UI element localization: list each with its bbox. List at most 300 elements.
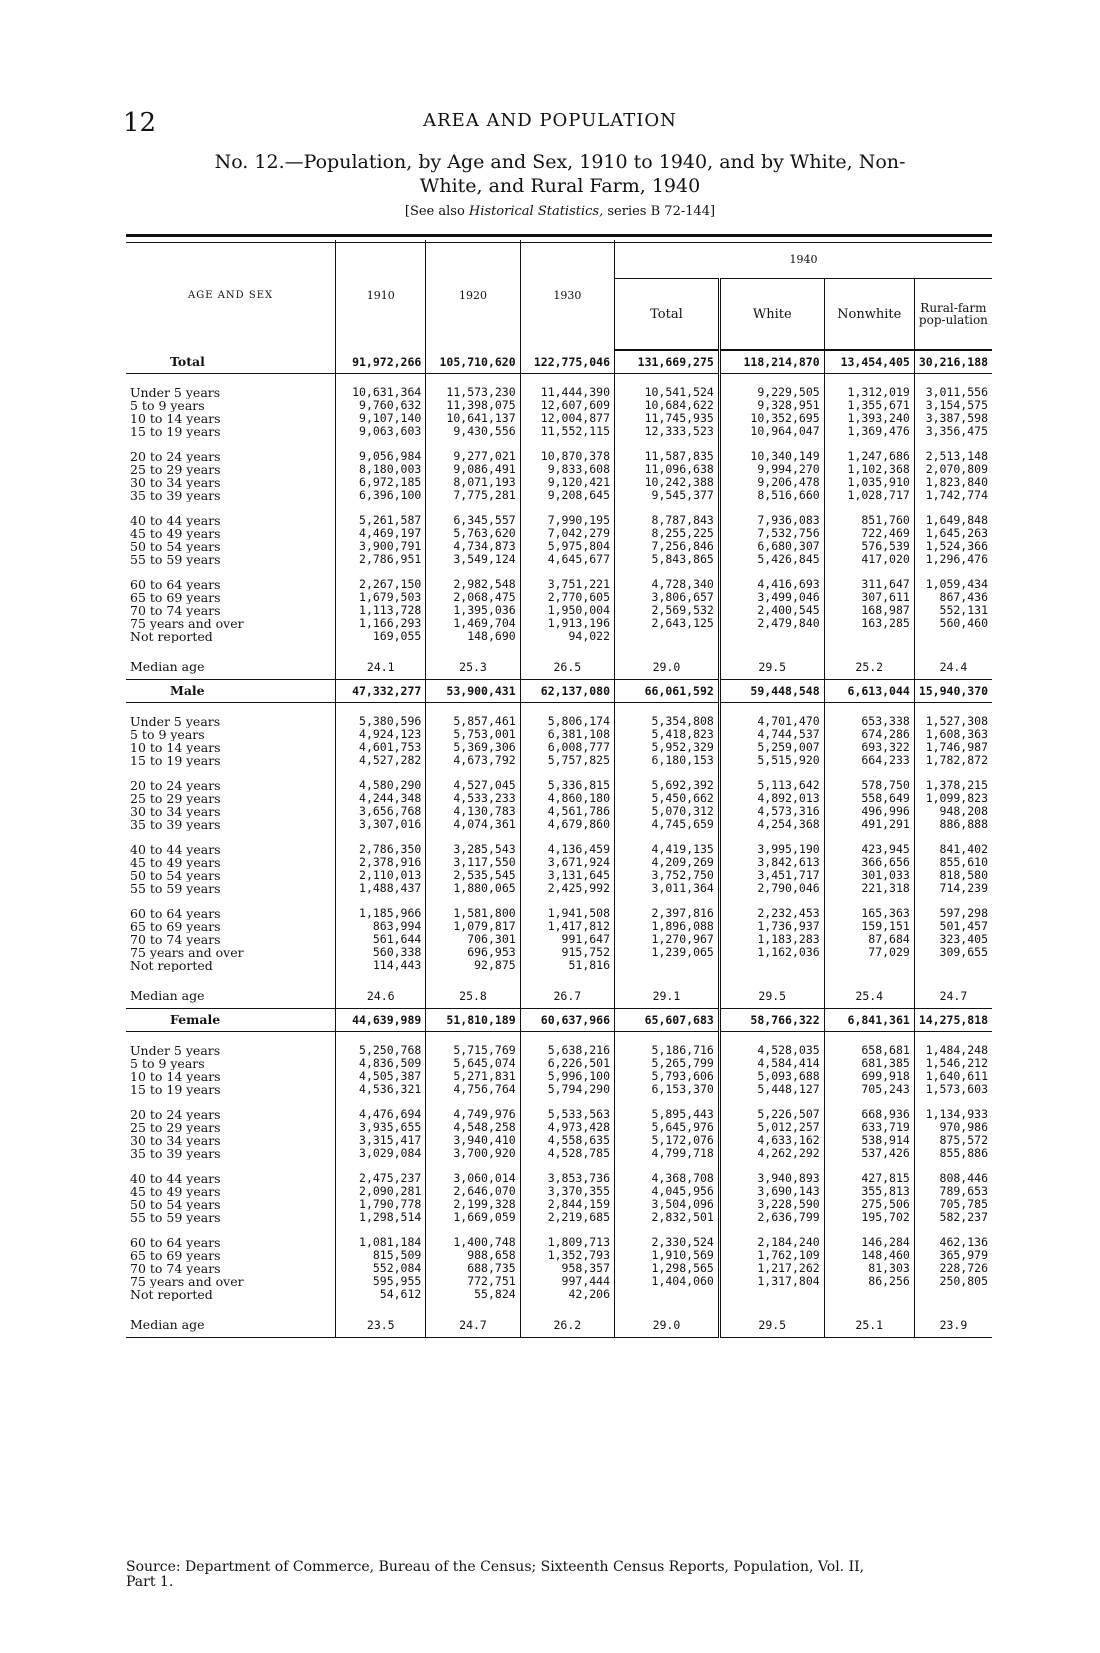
cell-value: 12,333,523	[615, 425, 720, 438]
spacer-cell	[126, 1032, 336, 1045]
spacer-cell	[824, 566, 914, 578]
cell-value: 51,810,189	[426, 1009, 520, 1032]
cell-value: 163,285	[824, 617, 914, 630]
cell-value: 44,639,989	[336, 1009, 426, 1032]
cell-value: 1,823,840	[914, 476, 992, 489]
row-label: 60 to 64 years	[130, 578, 221, 591]
spacer-cell	[914, 502, 992, 514]
section-total-row	[126, 1009, 992, 1032]
cell-value: 4,744,537	[719, 728, 824, 741]
spacer-cell	[615, 1096, 720, 1108]
cell-value: 7,775,281	[426, 489, 520, 502]
cell-value: 9,430,556	[426, 425, 520, 438]
cell-value: 1,809,713	[520, 1236, 614, 1249]
cell-value: 3,011,556	[914, 386, 992, 399]
row-label: 45 to 49 years	[130, 527, 221, 540]
spacer-cell	[426, 643, 520, 655]
cell-value: 597,298	[914, 907, 992, 920]
cell-value: 3,285,543	[426, 843, 520, 856]
cell-value: 5,250,768	[336, 1044, 426, 1057]
spacer-cell	[719, 767, 824, 779]
spacer-cell	[426, 1096, 520, 1108]
cell-value	[615, 959, 720, 972]
cell-value: 4,645,677	[520, 553, 614, 566]
cell-value: 1,369,476	[824, 425, 914, 438]
cell-value: 4,924,123	[336, 728, 426, 741]
spacer-cell	[126, 972, 336, 984]
cell-value: 2,982,548	[426, 578, 520, 591]
cell-value: 576,539	[824, 540, 914, 553]
cell-value: 91,972,266	[336, 350, 426, 374]
spacer-cell	[426, 831, 520, 843]
spacer-cell	[824, 1032, 914, 1045]
cell-value: 5,113,642	[719, 779, 824, 792]
table-row	[126, 1198, 992, 1211]
cell-value: 997,444	[520, 1275, 614, 1288]
median-label: Median age	[126, 984, 336, 1009]
cell-value: 4,973,428	[520, 1121, 614, 1134]
cell-value: 2,844,159	[520, 1198, 614, 1211]
cell-value: 2,636,799	[719, 1211, 824, 1224]
cell-value: 11,552,115	[520, 425, 614, 438]
group-spacer	[126, 374, 992, 387]
cell-value: 2,232,453	[719, 907, 824, 920]
cell-value: 53,900,431	[426, 680, 520, 703]
cell-value: 1,640,611	[914, 1070, 992, 1083]
row-label: 35 to 39 years	[130, 818, 221, 831]
cell-value: 11,587,835	[615, 450, 720, 463]
spacer-cell	[615, 374, 720, 387]
spacer-cell	[520, 895, 614, 907]
cell-value: 2,475,237	[336, 1172, 426, 1185]
group-spacer	[126, 1301, 992, 1313]
cell-value: 3,307,016	[336, 818, 426, 831]
cell-value: 11,096,638	[615, 463, 720, 476]
cell-value: 1,484,248	[914, 1044, 992, 1057]
cell-value: 1,395,036	[426, 604, 520, 617]
cell-value	[914, 959, 992, 972]
table-row	[126, 553, 992, 566]
cell-value: 29.0	[615, 655, 720, 680]
row-label: 15 to 19 years	[130, 425, 221, 438]
cell-value: 561,644	[336, 933, 426, 946]
cell-value: 9,120,421	[520, 476, 614, 489]
cell-value: 1,417,812	[520, 920, 614, 933]
table-row	[126, 843, 992, 856]
cell-value: 988,658	[426, 1249, 520, 1262]
cell-value: 9,760,632	[336, 399, 426, 412]
cell-value: 2,199,328	[426, 1198, 520, 1211]
spacer-cell	[719, 566, 824, 578]
spacer-cell	[126, 1096, 336, 1108]
cell-value: 1,102,368	[824, 463, 914, 476]
cell-value: 5,450,662	[615, 792, 720, 805]
row-label: 20 to 24 years	[130, 450, 221, 463]
cell-value: 6,226,501	[520, 1057, 614, 1070]
cell-value: 1,581,800	[426, 907, 520, 920]
table-row	[126, 933, 992, 946]
cell-value: 1,079,817	[426, 920, 520, 933]
cell-value: 3,315,417	[336, 1134, 426, 1147]
table-row	[126, 1083, 992, 1096]
cell-value: 6,153,370	[615, 1083, 720, 1096]
spacer-cell	[126, 438, 336, 450]
spacer-cell	[615, 438, 720, 450]
spacer-cell	[914, 566, 992, 578]
cell-value: 2,643,125	[615, 617, 720, 630]
cell-value: 4,130,783	[426, 805, 520, 818]
cell-value: 3,356,475	[914, 425, 992, 438]
cell-value: 3,154,575	[914, 399, 992, 412]
spacer-cell	[426, 767, 520, 779]
table-row	[126, 818, 992, 831]
spacer-cell	[126, 895, 336, 907]
cell-value: 1,649,848	[914, 514, 992, 527]
row-label: Under 5 years	[130, 386, 221, 399]
row-label: 10 to 14 years	[130, 741, 221, 754]
cell-value: 7,042,279	[520, 527, 614, 540]
cell-value: 5,975,804	[520, 540, 614, 553]
spacer-cell	[426, 566, 520, 578]
spacer-cell	[914, 643, 992, 655]
table-row	[126, 540, 992, 553]
table-row	[126, 1147, 992, 1160]
cell-value: 2,569,532	[615, 604, 720, 617]
col-header-1910: 1910	[336, 240, 426, 350]
spacer-cell	[126, 502, 336, 514]
cell-value: 11,745,935	[615, 412, 720, 425]
cell-value: 311,647	[824, 578, 914, 591]
cell-value: 3,451,717	[719, 869, 824, 882]
cell-value: 537,426	[824, 1147, 914, 1160]
source-line2: Part 1.	[126, 1574, 174, 1590]
cell-value: 4,536,321	[336, 1083, 426, 1096]
table-row	[126, 728, 992, 741]
cell-value: 818,580	[914, 869, 992, 882]
spacer-cell	[824, 767, 914, 779]
cell-value: 1,950,004	[520, 604, 614, 617]
table-row	[126, 386, 992, 399]
row-label: 5 to 9 years	[130, 1057, 205, 1070]
cell-value: 4,673,792	[426, 754, 520, 767]
cell-value: 5,226,507	[719, 1108, 824, 1121]
cell-value: 9,229,505	[719, 386, 824, 399]
cell-value: 24.7	[914, 984, 992, 1009]
cell-value: 4,528,035	[719, 1044, 824, 1057]
cell-value: 2,219,685	[520, 1211, 614, 1224]
cell-value: 699,918	[824, 1070, 914, 1083]
cell-value: 4,262,292	[719, 1147, 824, 1160]
row-label: 20 to 24 years	[130, 779, 221, 792]
table-row	[126, 1172, 992, 1185]
cell-value: 92,875	[426, 959, 520, 972]
cell-value: 1,247,686	[824, 450, 914, 463]
spacer-cell	[719, 703, 824, 716]
spacer-cell	[126, 767, 336, 779]
spacer-cell	[426, 703, 520, 716]
cell-value: 11,573,230	[426, 386, 520, 399]
spacer-cell	[824, 1160, 914, 1172]
group-spacer	[126, 643, 992, 655]
cell-value: 4,860,180	[520, 792, 614, 805]
spacer-cell	[336, 1224, 426, 1236]
cell-value: 1,762,109	[719, 1249, 824, 1262]
table-row	[126, 1044, 992, 1057]
table-row	[126, 920, 992, 933]
cell-value: 3,690,143	[719, 1185, 824, 1198]
spacer-cell	[914, 831, 992, 843]
spacer-cell	[824, 831, 914, 843]
spacer-cell	[520, 374, 614, 387]
row-label: 70 to 74 years	[130, 604, 221, 617]
cell-value: 558,649	[824, 792, 914, 805]
spacer-cell	[520, 1224, 614, 1236]
spacer-cell	[520, 438, 614, 450]
cell-value: 2,425,992	[520, 882, 614, 895]
cell-value: 714,239	[914, 882, 992, 895]
spacer-cell	[426, 1032, 520, 1045]
cell-value: 24.7	[426, 1313, 520, 1338]
cell-value: 1,298,565	[615, 1262, 720, 1275]
row-label: 45 to 49 years	[130, 1185, 221, 1198]
table-row	[126, 805, 992, 818]
cell-value: 4,580,290	[336, 779, 426, 792]
cell-value: 1,081,184	[336, 1236, 426, 1249]
cell-value: 2,786,951	[336, 553, 426, 566]
group-spacer	[126, 972, 992, 984]
spacer-cell	[824, 895, 914, 907]
cell-value: 423,945	[824, 843, 914, 856]
cell-value: 114,443	[336, 959, 426, 972]
cell-value: 2,513,148	[914, 450, 992, 463]
spacer-cell	[336, 1301, 426, 1313]
row-label: 35 to 39 years	[130, 489, 221, 502]
cell-value: 5,645,976	[615, 1121, 720, 1134]
cell-value: 3,752,750	[615, 869, 720, 882]
cell-value: 1,312,019	[824, 386, 914, 399]
spacer-cell	[914, 1224, 992, 1236]
section-label-text: Female	[170, 1012, 221, 1027]
cell-value: 5,259,007	[719, 741, 824, 754]
spacer-cell	[914, 1301, 992, 1313]
cell-value: 815,509	[336, 1249, 426, 1262]
cell-value: 722,469	[824, 527, 914, 540]
col-header-1920: 1920	[426, 240, 520, 350]
cell-value: 5,093,688	[719, 1070, 824, 1083]
cell-value: 29.5	[719, 1313, 824, 1338]
cell-value: 5,753,001	[426, 728, 520, 741]
table-row	[126, 578, 992, 591]
group-spacer	[126, 502, 992, 514]
table-row	[126, 463, 992, 476]
page-number: 12	[123, 108, 157, 138]
row-label: Not reported	[130, 959, 213, 972]
row-label: 10 to 14 years	[130, 412, 221, 425]
table-row	[126, 1249, 992, 1262]
group-spacer	[126, 895, 992, 907]
cell-value	[719, 1288, 824, 1301]
cell-value: 25.2	[824, 655, 914, 680]
cell-value: 7,936,083	[719, 514, 824, 527]
row-label: 5 to 9 years	[130, 399, 205, 412]
cell-value: 10,631,364	[336, 386, 426, 399]
cell-value: 875,572	[914, 1134, 992, 1147]
table-row	[126, 754, 992, 767]
cell-value: 3,842,613	[719, 856, 824, 869]
cell-value: 5,793,606	[615, 1070, 720, 1083]
cell-value: 1,608,363	[914, 728, 992, 741]
spacer-cell	[719, 1096, 824, 1108]
spacer-cell	[520, 1160, 614, 1172]
cell-value: 6,841,361	[824, 1009, 914, 1032]
cell-value: 195,702	[824, 1211, 914, 1224]
cell-value: 2,378,916	[336, 856, 426, 869]
cell-value: 6,345,557	[426, 514, 520, 527]
cell-value: 1,185,966	[336, 907, 426, 920]
spacer-cell	[914, 972, 992, 984]
cell-value: 1,896,088	[615, 920, 720, 933]
cell-value: 5,336,815	[520, 779, 614, 792]
cell-value: 24.4	[914, 655, 992, 680]
cell-value: 4,533,233	[426, 792, 520, 805]
spacer-cell	[126, 831, 336, 843]
row-label: Not reported	[130, 1288, 213, 1301]
table-row	[126, 617, 992, 630]
cell-value: 2,535,545	[426, 869, 520, 882]
cell-value: 30,216,188	[914, 350, 992, 374]
cell-value: 2,184,240	[719, 1236, 824, 1249]
table-title-line1: No. 12.—Population, by Age and Sex, 1910 to 1940, and by White, Non-	[214, 151, 906, 173]
cell-value: 1,239,065	[615, 946, 720, 959]
cell-value: 10,870,378	[520, 450, 614, 463]
cell-value: 9,056,984	[336, 450, 426, 463]
cell-value: 5,645,074	[426, 1057, 520, 1070]
row-label: 40 to 44 years	[130, 1172, 221, 1185]
cell-value: 3,751,221	[520, 578, 614, 591]
spacer-cell	[426, 1224, 520, 1236]
cell-value: 3,935,655	[336, 1121, 426, 1134]
spacer-cell	[426, 1160, 520, 1172]
cell-value	[824, 959, 914, 972]
cell-value: 29.5	[719, 984, 824, 1009]
table-row	[126, 946, 992, 959]
cell-value: 6,396,100	[336, 489, 426, 502]
cell-value: 1,546,212	[914, 1057, 992, 1070]
cell-value: 991,647	[520, 933, 614, 946]
cell-value: 366,656	[824, 856, 914, 869]
cell-value: 131,669,275	[615, 350, 720, 374]
cell-value: 4,416,693	[719, 578, 824, 591]
cell-value: 1,736,937	[719, 920, 824, 933]
spacer-cell	[520, 1096, 614, 1108]
group-spacer	[126, 1032, 992, 1045]
spacer-cell	[719, 895, 824, 907]
spacer-cell	[719, 374, 824, 387]
table-row	[126, 476, 992, 489]
cell-value: 5,806,174	[520, 715, 614, 728]
spacer-cell	[520, 767, 614, 779]
cell-value: 10,352,695	[719, 412, 824, 425]
cell-value: 8,255,225	[615, 527, 720, 540]
cell-value: 915,752	[520, 946, 614, 959]
cell-value: 29.5	[719, 655, 824, 680]
cell-value: 3,131,645	[520, 869, 614, 882]
cell-value: 1,134,933	[914, 1108, 992, 1121]
row-label: 10 to 14 years	[130, 1070, 221, 1083]
table-row	[126, 1134, 992, 1147]
spacer-cell	[615, 1160, 720, 1172]
cell-value: 3,940,893	[719, 1172, 824, 1185]
cell-value: 3,499,046	[719, 591, 824, 604]
cell-value: 13,454,405	[824, 350, 914, 374]
spacer-cell	[126, 1160, 336, 1172]
cell-value: 148,460	[824, 1249, 914, 1262]
cell-value: 26.5	[520, 655, 614, 680]
row-label: 50 to 54 years	[130, 1198, 221, 1211]
spacer-cell	[719, 438, 824, 450]
spacer-cell	[336, 1096, 426, 1108]
group-spacer	[126, 703, 992, 716]
cell-value	[615, 630, 720, 643]
cell-value: 4,527,282	[336, 754, 426, 767]
cell-value: 653,338	[824, 715, 914, 728]
cell-value: 323,405	[914, 933, 992, 946]
spacer-cell	[824, 972, 914, 984]
median-age-row	[126, 1313, 992, 1338]
cell-value: 886,888	[914, 818, 992, 831]
cell-value	[719, 959, 824, 972]
cell-value: 970,986	[914, 1121, 992, 1134]
spacer-cell	[824, 438, 914, 450]
cell-value: 307,611	[824, 591, 914, 604]
spacer-cell	[824, 703, 914, 716]
cell-value: 10,684,622	[615, 399, 720, 412]
cell-value: 2,267,150	[336, 578, 426, 591]
spacer-cell	[615, 502, 720, 514]
spacer-cell	[615, 831, 720, 843]
cell-value: 228,726	[914, 1262, 992, 1275]
spacer-cell	[336, 1032, 426, 1045]
spacer-cell	[719, 831, 824, 843]
row-label: 5 to 9 years	[130, 728, 205, 741]
cell-value: 674,286	[824, 728, 914, 741]
spacer-cell	[719, 1301, 824, 1313]
cell-value: 3,387,598	[914, 412, 992, 425]
cell-value: 705,785	[914, 1198, 992, 1211]
table-row	[126, 959, 992, 972]
cell-value: 1,782,872	[914, 754, 992, 767]
spacer-cell	[719, 502, 824, 514]
table-row	[126, 715, 992, 728]
row-label: 60 to 64 years	[130, 1236, 221, 1249]
cell-value: 10,541,524	[615, 386, 720, 399]
col-header-white: White	[719, 279, 824, 351]
cell-value: 4,209,269	[615, 856, 720, 869]
cell-value: 4,527,045	[426, 779, 520, 792]
cell-value: 2,832,501	[615, 1211, 720, 1224]
spacer-cell	[426, 438, 520, 450]
group-spacer	[126, 438, 992, 450]
cell-value: 4,254,368	[719, 818, 824, 831]
group-spacer	[126, 1096, 992, 1108]
cell-value: 552,084	[336, 1262, 426, 1275]
cell-value: 3,671,924	[520, 856, 614, 869]
table-row	[126, 399, 992, 412]
cell-value: 4,045,956	[615, 1185, 720, 1198]
cell-value: 59,448,548	[719, 680, 824, 703]
cell-value: 23.9	[914, 1313, 992, 1338]
spacer-cell	[426, 374, 520, 387]
